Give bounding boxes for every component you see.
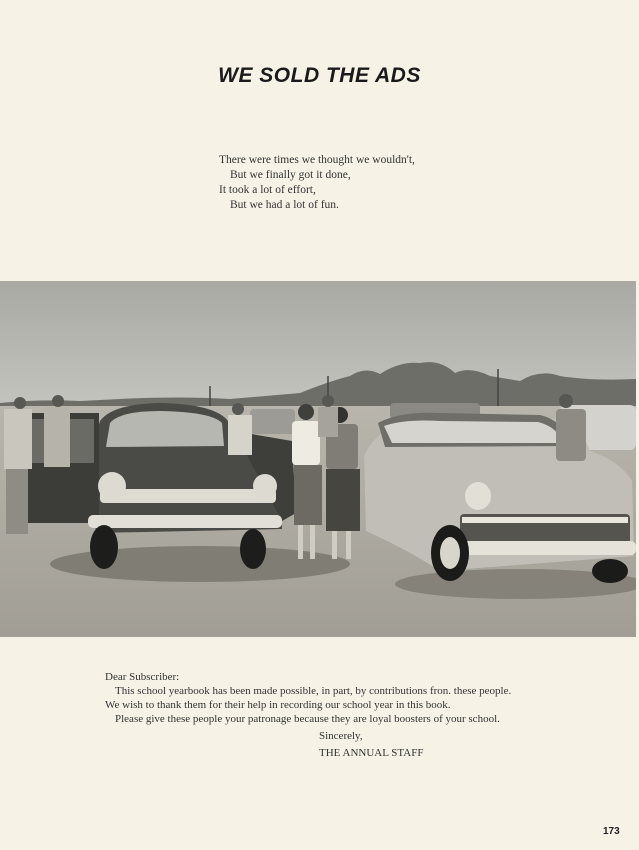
poem-line: It took a lot of effort, bbox=[219, 184, 316, 196]
poem-line: But we had a lot of fun. bbox=[230, 199, 339, 211]
poem bbox=[219, 153, 415, 213]
page-number: 173 bbox=[603, 826, 620, 837]
letter-closing: Sincerely, bbox=[319, 730, 363, 742]
page-title: WE SOLD THE ADS bbox=[218, 64, 421, 87]
students-with-cars-photo bbox=[0, 281, 636, 637]
letter-line: Please give these people your patronage because they are loyal boosters of your school. bbox=[115, 713, 500, 725]
letter-signature: THE ANNUAL STAFF bbox=[319, 747, 424, 759]
poem-line: But we finally got it done, bbox=[230, 169, 351, 181]
letter bbox=[105, 670, 545, 760]
letter-line: This school yearbook has been made possible, in part, by contributions fron. these people. bbox=[115, 685, 512, 697]
letter-line: We wish to thank them for their help in recording our school year in this book. bbox=[105, 699, 451, 711]
letter-salutation: Dear Subscriber: bbox=[105, 671, 180, 683]
poem-line: There were times we thought we wouldn't, bbox=[219, 154, 415, 166]
